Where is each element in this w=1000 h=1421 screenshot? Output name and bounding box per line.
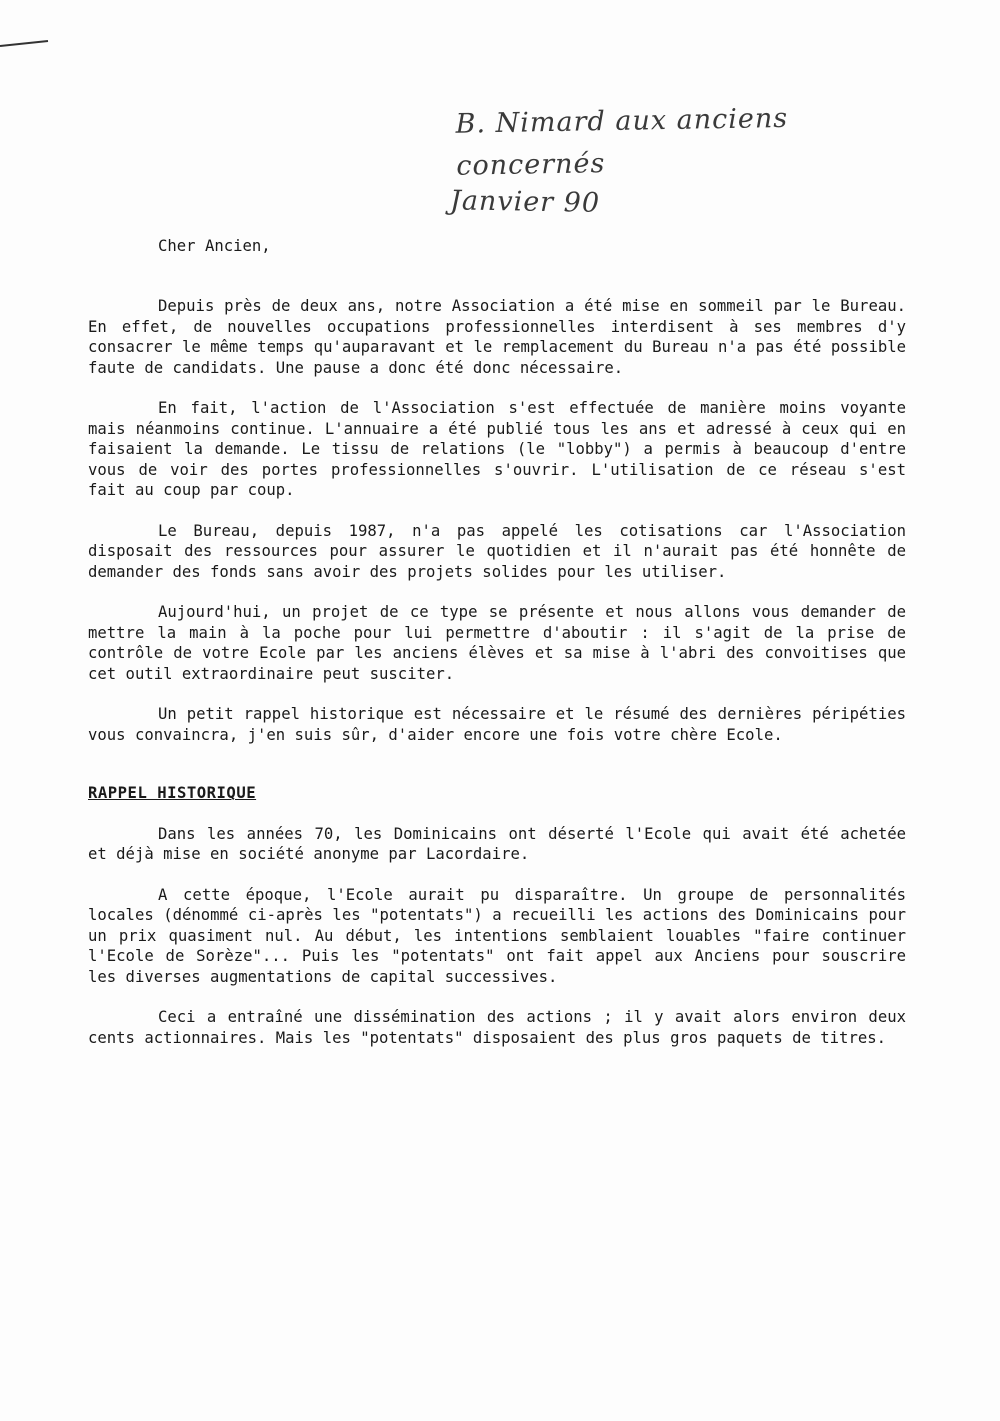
paragraph: Ceci a entraîné une dissémination des actions ; il y avait alors environ deux cents actionnaires. Mais les "potentats" disposaient des plus gros paquets de titres. (88, 1008, 906, 1047)
paragraph: Un petit rappel historique est nécessaire et le résumé des dernières péripéties vous convaincra, j'en suis sûr, d'aider encore une fois votre chère Ecole. (88, 705, 906, 744)
paragraph: Dans les années 70, les Dominicains ont déserté l'Ecole qui avait été achetée et déjà mise en société anonyme par Lacordaire. (88, 824, 906, 864)
annotation-recipients: B. Nimard aux anciens concernés (455, 102, 789, 182)
paragraph: Aujourd'hui, un projet de ce type se présente et nous allons vous demander de mettre la main à la poche pour lui permettre d'aboutir : il s'agit de la prise de contrôle de votre Ecole par les anciens élèves et sa mise à l'abri des convoitises que cet outil extraordinaire peut susciter. (88, 603, 906, 683)
salutation: Cher Ancien, (158, 237, 271, 255)
paragraph: A cette époque, l'Ecole aurait pu disparaître. Un groupe de personnalités locales (dénommé ci-après les "potentats") a recueilli les actions des Dominicains pour un prix quasiment nul. Au début, les intentions semblaient louables "faire continuer l'Ecole de Sorèze"... Puis les "potentats" ont fait appel aux Anciens pour souscrire les diverses augmentations de capital successives. (88, 885, 906, 986)
paragraph: Depuis près de deux ans, notre Association a été mise en sommeil par le Bureau. En effet, de nouvelles occupations professionnelles interdisent à ses membres d'y consacrer le même temps qu'auparavant et le remplacement du Bureau n'a pas été possible faute de candidats. Une pause a donc été donc nécessaire. (88, 297, 906, 377)
paragraph: Le Bureau, depuis 1987, n'a pas appelé les cotisations car l'Association disposait des ressources pour assurer le quotidien et il n'aurait pas été honnête de demander des fonds sans avoir des projets solides pour les utiliser. (88, 521, 906, 581)
staple-mark (0, 38, 50, 50)
paragraph: En fait, l'action de l'Association s'est effectuée de manière moins voyante mais néanmoins continue. L'annuaire a été publié tous les ans et adressé à ceux qui en faisaient la demande. Le tissu de relations (le "lobby") a permis à beaucoup d'entre vous de voir des portes professionnelles s'ouvrir. L'utilisation de ce réseau s'est fait au coup par coup. (88, 399, 906, 500)
handwritten-annotation (440, 100, 880, 226)
letter-body (88, 236, 906, 1069)
annotation-date: Janvier 90 (449, 185, 601, 219)
section-heading: RAPPEL HISTORIQUE (88, 784, 257, 803)
